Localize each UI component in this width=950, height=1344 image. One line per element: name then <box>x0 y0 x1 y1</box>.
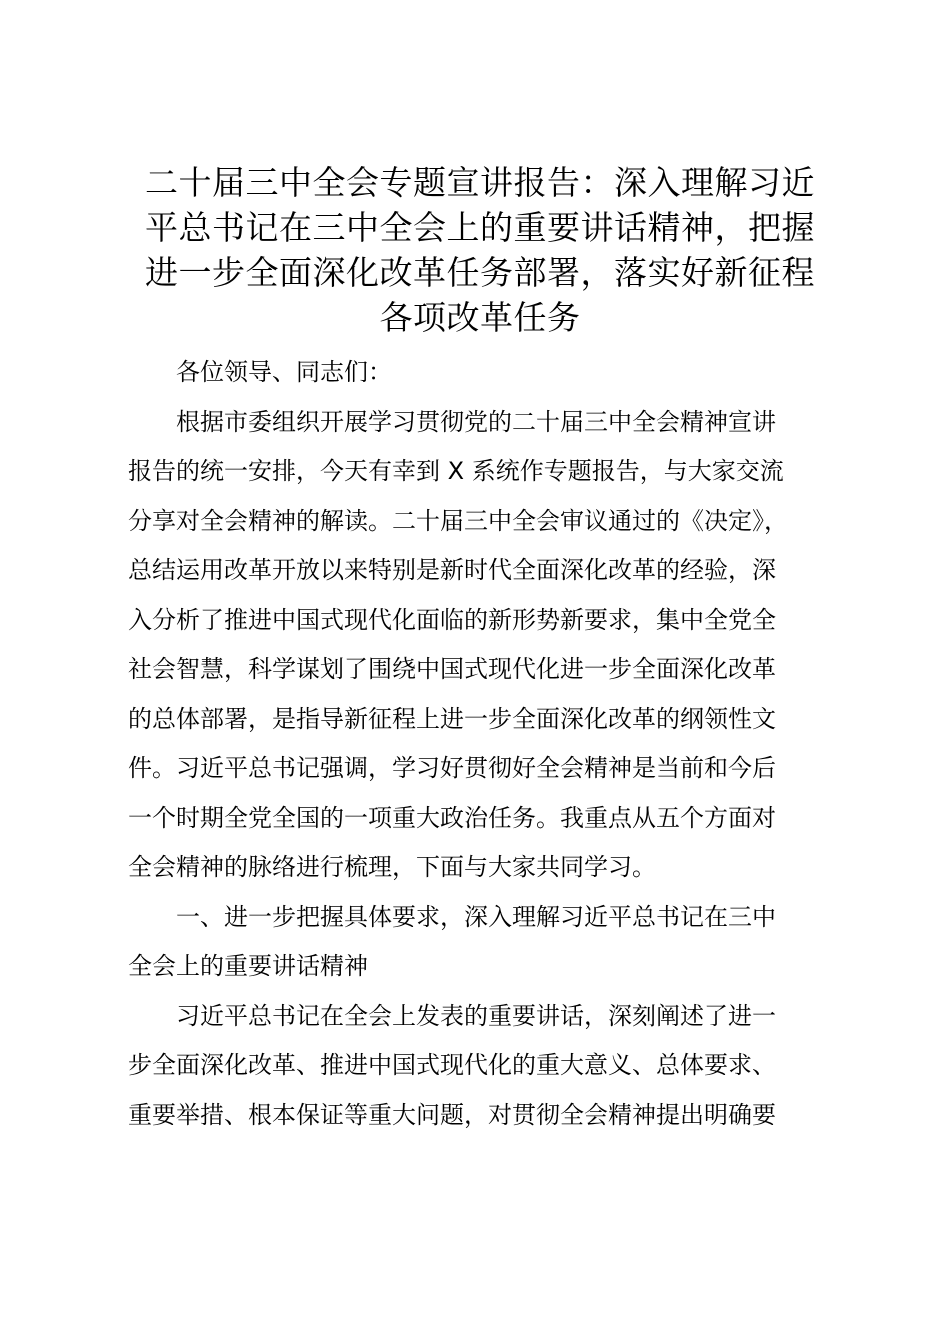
paragraph-line: 步全面深化改革、推进中国式现代化的重大意义、总体要求、 <box>128 1051 776 1079</box>
paragraph-line: 社会智慧，科学谋划了围绕中国式现代化进一步全面深化改革 <box>128 655 776 683</box>
heading-line: 全会上的重要讲话精神 <box>128 952 368 980</box>
greeting-paragraph <box>128 348 832 398</box>
section-1-paragraph <box>128 992 832 1141</box>
paragraph-line: 报告的统一安排，今天有幸到 X 系统作专题报告，与大家交流 <box>128 457 784 485</box>
title-line: 进一步全面深化改革任务部署，落实好新征程 <box>145 253 815 292</box>
title-line: 各项改革任务 <box>379 298 581 337</box>
title-line: 平总书记在三中全会上的重要讲话精神，把握 <box>145 208 815 247</box>
paragraph-line: 入分析了推进中国式现代化面临的新形势新要求，集中全党全 <box>128 605 776 634</box>
greeting-text: 各位领导、同志们： <box>176 358 392 386</box>
paragraph-line: 的总体部署，是指导新征程上进一步全面深化改革的纲领性文 <box>128 704 776 733</box>
title-line: 二十届三中全会专题宣讲报告：深入理解习近 <box>145 163 815 202</box>
paragraph-line: 总结运用改革开放以来特别是新时代全面深化改革的经验，深 <box>128 556 776 584</box>
paragraph-line: 件。习近平总书记强调，学习好贯彻好全会精神是当前和今后 <box>128 754 776 782</box>
paragraph-line: 全会精神的脉络进行梳理，下面与大家共同学习。 <box>128 853 656 881</box>
section-1-heading <box>128 893 832 992</box>
intro-paragraph <box>128 398 832 893</box>
heading-line: 一、进一步把握具体要求，深入理解习近平总书记在三中 <box>176 902 776 931</box>
document-title <box>128 160 832 340</box>
paragraph-line: 习近平总书记在全会上发表的重要讲话，深刻阐述了进一 <box>176 1001 776 1030</box>
paragraph-line: 一个时期全党全国的一项重大政治任务。我重点从五个方面对 <box>128 803 776 832</box>
document-page <box>128 160 832 1140</box>
document-body <box>128 348 832 1140</box>
paragraph-line: 分享对全会精神的解读。二十届三中全会审议通过的《决定》， <box>128 506 788 535</box>
paragraph-line: 根据市委组织开展学习贯彻党的二十届三中全会精神宣讲 <box>176 407 776 436</box>
paragraph-line: 重要举措、根本保证等重大问题，对贯彻全会精神提出明确要 <box>128 1100 776 1129</box>
